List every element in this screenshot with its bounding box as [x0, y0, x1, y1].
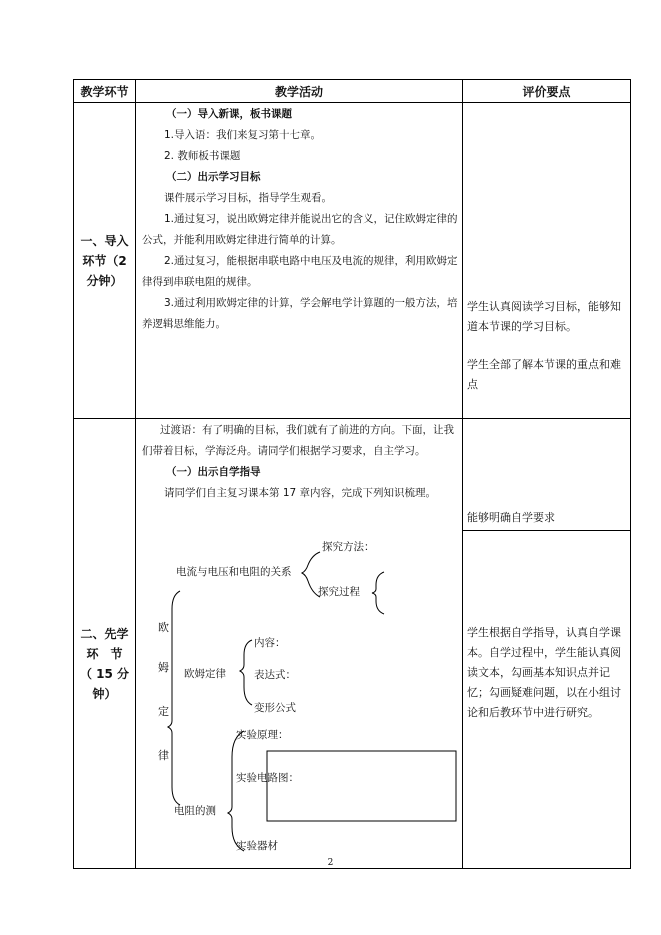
activity-paragraph: 1.通过复习，说出欧姆定律并能说出它的含义，记住欧姆定律的公式，并能利用欧姆定律进行简单的计算。 — [142, 213, 458, 246]
evaluation-text: 能够明确自学要求 — [467, 511, 555, 524]
transition-paragraph: 过渡语：有了明确的目标，我们就有了前进的方向。下面，让我们带着目标，学海泛舟。请同学们根据学习要求，自主学习。 — [142, 424, 454, 457]
evaluation-subcell — [463, 419, 630, 531]
activity-line: 请同学们自主复习课本第 17 章内容，完成下列知识梳理。 — [164, 487, 437, 499]
header-stage: 教学环节 — [74, 80, 136, 103]
activity-paragraph: 3.通过利用欧姆定律的计算，学会解电学计算题的一般方法，培养逻辑思维能力。 — [142, 297, 458, 330]
stage-text: 环 节 — [86, 647, 123, 661]
evaluation-text: 学生全部了解本节课的重点和难点 — [467, 358, 621, 391]
mindmap-node: 表达式： — [254, 669, 296, 681]
mindmap-node: 内容： — [254, 637, 286, 649]
table-row-intro — [74, 103, 631, 419]
page-number: 2 — [327, 858, 334, 868]
stage-text: （ 15 分 — [79, 667, 130, 681]
stage-cell-intro — [74, 103, 136, 419]
mindmap-node: 变形公式 — [254, 702, 296, 714]
mindmap-node: 欧姆定律 — [184, 668, 226, 680]
table-row-selfstudy — [74, 419, 631, 869]
stage-text: 分钟） — [86, 274, 123, 288]
activity-cell-intro — [136, 103, 463, 419]
header-evaluation: 评价要点 — [463, 80, 631, 103]
mindmap-node: 探究方法： — [322, 541, 375, 553]
mindmap-node: 实验原理： — [236, 729, 289, 741]
lesson-plan-table — [73, 79, 631, 869]
section-heading: （一）导入新课，板书课题 — [166, 108, 292, 120]
evaluation-cell-intro — [463, 103, 631, 419]
activity-line: 课件展示学习目标，指导学生观看。 — [164, 192, 332, 204]
stage-text: 二、先学 — [80, 627, 129, 641]
mindmap-root-char: 姆 — [158, 661, 169, 674]
mindmap-node: 实验电路图： — [236, 772, 299, 784]
activity-line: 1.导入语：我们来复习第十七章。 — [164, 129, 322, 141]
evaluation-text: 学生根据自学指导，认真自学课本。自学过程中，学生能认真阅读文本，勾画基本知识点并记忆；勾画疑难问题，以在小组讨论和后教环节中进行研究。 — [467, 626, 621, 719]
section-heading: （一）出示自学指导 — [166, 466, 261, 478]
header-activity: 教学活动 — [136, 80, 463, 103]
evaluation-cell-selfstudy — [463, 419, 631, 869]
stage-text: 环节（2 — [82, 254, 127, 268]
stage-text: 钟） — [92, 687, 117, 701]
mindmap-root-char: 定 — [158, 705, 169, 718]
mindmap-node: 电阻的测 — [174, 805, 216, 817]
activity-cell-selfstudy — [136, 419, 463, 869]
mindmap-node: 探究过程 — [318, 586, 360, 598]
activity-line: 2. 教师板书课题 — [164, 150, 241, 162]
mindmap-node: 电流与电压和电阻的关系 — [176, 566, 292, 578]
mindmap-root-char: 欧 — [158, 621, 169, 634]
evaluation-text: 学生认真阅读学习目标，能够知道本节课的学习目标。 — [467, 300, 621, 333]
mindmap-root-char: 律 — [158, 749, 169, 762]
activity-paragraph: 2.通过复习，能根据串联电路中电压及电流的规律，利用欧姆定律得到串联电阻的规律。 — [142, 255, 458, 288]
stage-text: 一、导入 — [80, 234, 129, 248]
mindmap-node: 实验器材 — [236, 840, 278, 852]
stage-cell-selfstudy — [74, 419, 136, 869]
section-heading: （二）出示学习目标 — [166, 171, 261, 183]
table-header-row — [74, 80, 631, 103]
